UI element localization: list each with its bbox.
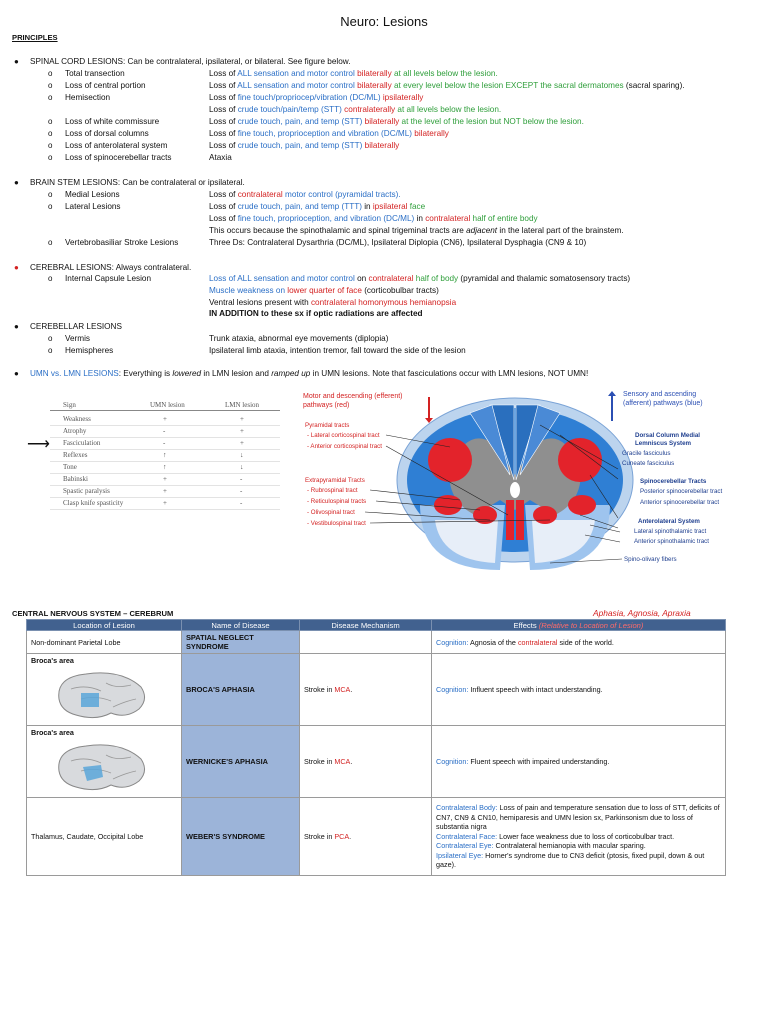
motor-title: Motor and descending (efferent) pathways (red) [303, 393, 403, 409]
bullet-icon: ● [14, 322, 19, 331]
cns-table [26, 619, 726, 876]
sign-value: - [240, 499, 243, 507]
table-row: Thalamus, Caudate, Occipital Lobe WEBER'S SYNDROME Stroke in PCA. Contralateral Body: Loss of pain and temperature sensation due to loss of STT, deficits of CN7, CN9 & CN10, hemiparesis and UMN lesion sx, Parkinsonism due to loss of substantia nigra Contralateral Face: Lower face weakness due to loss of corticobulbar tract. Contralateral Eye: Contralateral hemianopia with macular sparing. Ipsilateral Eye: Horner's syndrome due to CN3 deficit (ptosis, fixed pupil, down & out gaze). [27, 798, 726, 876]
sign-name: Atrophy [63, 427, 87, 435]
sign-value: ↓ [240, 451, 244, 459]
sign-name: Weakness [63, 415, 91, 423]
spinal-cord-figure: Motor and descending (efferent) pathways (red) Sensory and ascending (afferent) pathways (blue) Pyramidal tracts - Lateral corticospinal tract - Anterior corticospinal tract Extrapyramidal Tracts - Rubrospinal tract - Reticulospinal tracts - Olivospinal tract - Vestibulospinal tract Dorsal Column Medial Lemniscus System Gracile fasciculus Cuneate fasciculus Spinocerebellar Tracts Posterior spinocerebellar tract Anterior spinocerebellar tract Anterolateral System Lateral spinothalamic tract Anterior spinothalamic tract Spino-olivary fibers [300, 385, 720, 585]
page-title: Neuro: Lesions [340, 14, 428, 29]
table-row: Broca's area WERNICKE'S APHASIA Stroke in MCA. Cognition: Fluent speech with impaired understanding. [27, 726, 726, 798]
sign-value: + [240, 415, 244, 423]
sign-value: - [240, 487, 243, 495]
arrow-icon: ⟶ [27, 436, 50, 453]
sign-row-divider [50, 449, 280, 450]
sign-value: + [163, 475, 167, 483]
circle-bullet-icon: o [48, 69, 53, 78]
circle-bullet-icon: o [48, 153, 53, 162]
circle-bullet-icon: o [48, 238, 53, 247]
circle-bullet-icon: o [48, 274, 53, 283]
brain-image-wernicke [51, 741, 151, 795]
sign-value: + [163, 499, 167, 507]
sign-row-divider [50, 473, 280, 474]
sign-value: + [163, 415, 167, 423]
sign-value: + [240, 439, 244, 447]
sign-value: - [240, 475, 243, 483]
sign-name: Spastic paralysis [63, 487, 110, 495]
umn-lmn-sign-table: Sign UMN lesion LMN lesion Weakness + + Atrophy - + Fasciculation - + Reflexes ↑ ↓ Tone ↑ ↓ Babinski + - Spastic paralysis + - Clasp knife spasticity + - [50, 397, 280, 515]
bullet-icon: ● [14, 57, 19, 66]
cns-title: CENTRAL NERVOUS SYSTEM – CEREBRUM [12, 609, 174, 618]
circle-bullet-icon: o [48, 81, 53, 90]
sign-value: - [163, 439, 166, 447]
circle-bullet-icon: o [48, 93, 53, 102]
sign-row-divider [50, 425, 280, 426]
sign-name: Clasp knife spasticity [63, 499, 124, 507]
sign-value: - [163, 427, 166, 435]
sign-row-divider [50, 461, 280, 462]
sign-name: Reflexes [63, 451, 88, 459]
sign-value: ↑ [163, 451, 167, 459]
brain-image-broca [51, 669, 151, 723]
sign-row-divider [50, 509, 280, 510]
sign-row-divider [50, 437, 280, 438]
cns-subtitle: Aphasia, Agnosia, Apraxia [593, 608, 691, 618]
circle-bullet-icon: o [48, 202, 53, 211]
table-header-row: Location of Lesion Name of Disease Disease Mechanism Effects (Relative to Location of Lesion) [27, 620, 726, 631]
bullet-icon: ● [14, 369, 19, 378]
sign-value: + [240, 427, 244, 435]
sign-row-divider [50, 497, 280, 498]
sign-value: ↑ [163, 463, 167, 471]
sign-name: Fasciculation [63, 439, 101, 447]
section-principles: PRINCIPLES [12, 33, 58, 42]
table-row: Broca's area BROCA'S APHASIA Stroke in MCA. Cognition: Influent speech with intact understanding. [27, 654, 726, 726]
sign-name: Babinski [63, 475, 88, 483]
sign-name: Tone [63, 463, 77, 471]
circle-bullet-icon: o [48, 334, 53, 343]
table-row: Non-dominant Parietal Lobe SPATIAL NEGLECT SYNDROME Cognition: Agnosia of the contralateral side of the world. [27, 631, 726, 654]
circle-bullet-icon: o [48, 346, 53, 355]
sensory-title: Sensory and ascending (afferent) pathways (blue) [623, 391, 703, 407]
spinal-heading: SPINAL CORD LESIONS [30, 57, 123, 66]
circle-bullet-icon: o [48, 117, 53, 126]
circle-bullet-icon: o [48, 190, 53, 199]
sign-value: + [163, 487, 167, 495]
bullet-icon: ● [14, 263, 19, 272]
circle-bullet-icon: o [48, 129, 53, 138]
sign-value: ↓ [240, 463, 244, 471]
sign-row-divider [50, 485, 280, 486]
bullet-icon: ● [14, 178, 19, 187]
spinal-cord-cross-section [300, 385, 720, 585]
circle-bullet-icon: o [48, 141, 53, 150]
